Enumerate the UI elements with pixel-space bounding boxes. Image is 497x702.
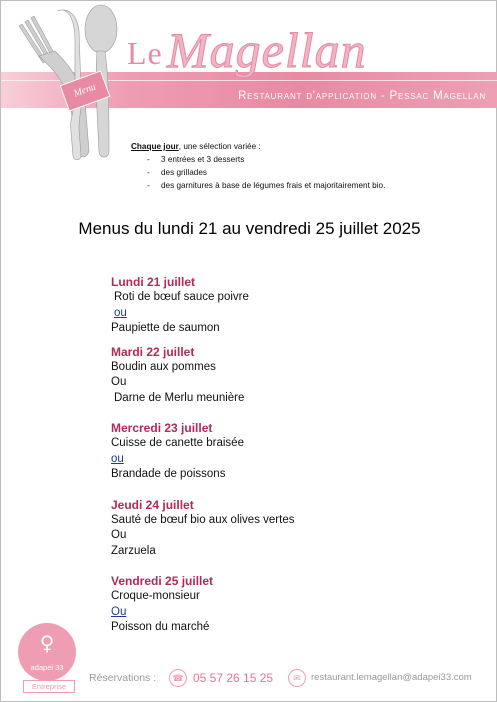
intro-lead-bold: Chaque jour: [131, 142, 179, 151]
dish-option: Roti de bœuf sauce poivre: [114, 291, 249, 303]
dish-option: Darne de Merlu meunière: [114, 391, 245, 404]
day-title: Jeudi 24 juillet: [111, 497, 194, 512]
intro-item: - 3 entrées et 3 desserts: [131, 153, 385, 166]
phone-number[interactable]: 05 57 26 15 25: [193, 671, 274, 685]
logo-subtitle: Entreprise: [23, 680, 75, 693]
intro-list: [131, 153, 385, 192]
or-separator: Ou: [111, 376, 127, 388]
adapei-logo: [18, 623, 76, 681]
phone-icon: ☎: [169, 669, 187, 687]
dish-option: Cuisse de canette braisée: [111, 437, 244, 449]
dish-option: Sauté de bœuf bio aux olives vertes: [111, 513, 295, 526]
day-thursday: [111, 497, 294, 560]
or-separator: ou: [111, 452, 124, 465]
intro-lead: [131, 140, 385, 153]
reservations-label: Réservations :: [89, 672, 157, 684]
day-monday: [111, 274, 294, 337]
title-main: Magellan: [167, 22, 367, 78]
mail-icon: ✉: [288, 669, 306, 687]
dish-option: Poisson du marché: [111, 621, 210, 633]
or-separator: Ou: [111, 605, 127, 618]
dish-option: Zarzuela: [111, 544, 156, 557]
header-subtitle: Restaurant d'application - Pessac Magellan: [238, 90, 486, 102]
intro-lead-rest: , une sélection variée :: [178, 142, 261, 151]
day-title: Vendredi 25 juillet: [111, 574, 214, 588]
day-list: [111, 274, 294, 643]
title-prefix: Le: [127, 35, 163, 71]
logo-mark-icon: ♀: [39, 631, 55, 655]
day-wednesday: [111, 420, 294, 483]
logo-name: adapei 33: [30, 663, 64, 672]
day-title: Mercredi 23 juillet: [111, 421, 213, 435]
intro-item: - des garnitures à base de légumes frais et majoritairement bio.: [131, 179, 385, 192]
day-friday: [111, 573, 294, 636]
dish-option: Brandade de poissons: [111, 468, 226, 480]
or-separator: Ou: [111, 529, 127, 541]
or-separator: ou: [114, 306, 127, 319]
day-title: Mardi 22 juillet: [111, 344, 195, 359]
day-tuesday: [111, 344, 294, 407]
email-address[interactable]: restaurant.lemagellan@adapei33.com: [311, 672, 472, 683]
intro-item: - des grillades: [131, 166, 385, 179]
day-title: Lundi 21 juillet: [111, 275, 196, 289]
dish-option: Boudin aux pommes: [111, 360, 216, 373]
menu-tag-label: Menu: [72, 81, 98, 100]
intro-block: [131, 140, 385, 192]
menus-title: Menus du lundi 21 au vendredi 25 juillet 2025: [78, 219, 421, 238]
dish-option: Croque-monsieur: [111, 590, 200, 602]
dish-option: Paupiette de saumon: [111, 322, 220, 334]
